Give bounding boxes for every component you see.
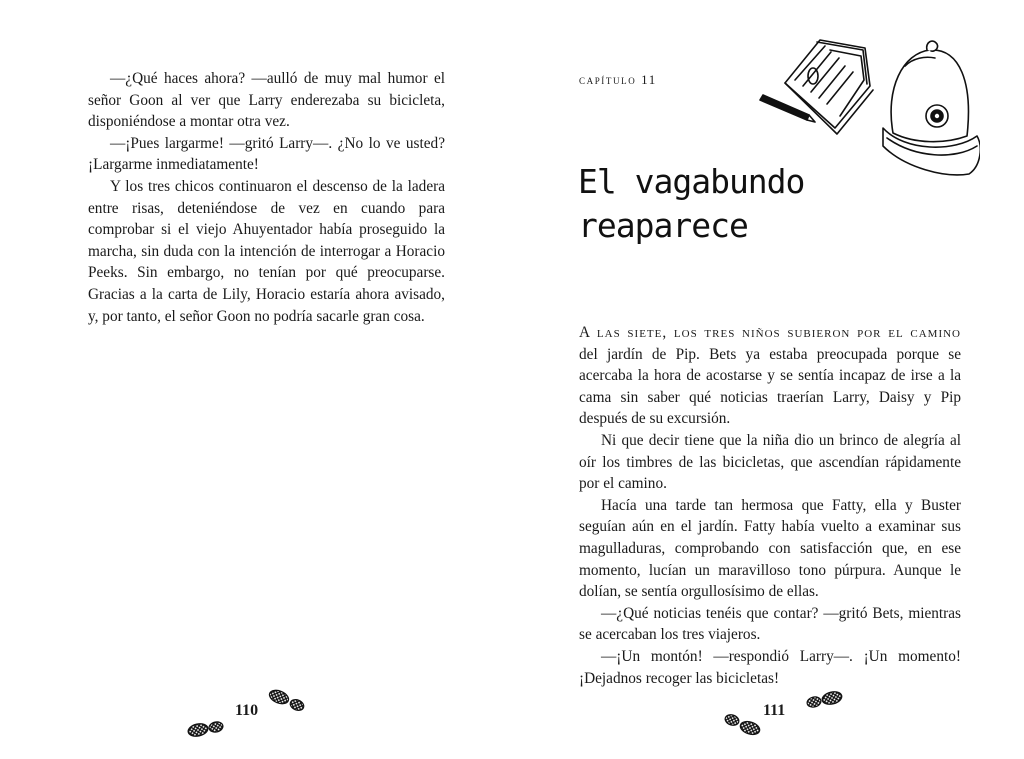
policeman-helmet-and-notebook-icon [755, 28, 980, 178]
paragraph: —¿Qué noticias tenéis que contar? —gritó Bets, mientras se acercaban los tres viajeros. [579, 604, 961, 644]
paragraph: —¡Un montón! —respondió Larry—. ¡Un momento! ¡Dejadnos recoger las bicicletas! [579, 647, 961, 687]
chapter-title-line: reaparece [578, 206, 748, 245]
opening-paragraph-text: del jardín de Pip. Bets ya estaba preocupada porque se acercaba la hora de acostarse y se sentía incapaz de irse a la cama sin saber qué noticias traerían Larry, Daisy y Pip después de su excursión. [579, 345, 961, 428]
opening-paragraph [579, 322, 961, 430]
chapter-title [578, 160, 838, 248]
page-number: 111 [763, 702, 786, 719]
paragraph: Ni que decir tiene que la niña dio un brinco de alegría al oír los timbres de las bicicletas, que ascendían rápidamente por el camino. [579, 431, 961, 493]
paragraph: Y los tres chicos continuaron el descenso de la ladera entre risas, deteniéndose de vez en cuando para comprobar si el viejo Ahuyentador había proseguido la marcha, sin duda con la intención de interrogar a Horacio Peeks. Sin embargo, no tenían por qué preocuparse. Gracias a la carta de Lily, Horacio estaría ahora avisado, y, por tanto, el señor Goon no podría sacarle gran cosa. [88, 177, 445, 325]
paragraph: —¿Qué haces ahora? —aulló de muy mal humor el señor Goon al ver que Larry enderezaba su bicicleta, disponiéndose a montar otra vez. [88, 70, 445, 131]
paragraph: —¡Pues largarme! —gritó Larry—. ¿No lo ve usted? ¡Largarme inmediatamente! [88, 134, 445, 174]
chapter-title-line: El vagabundo [578, 162, 805, 201]
chapter-label: capítulo 11 [579, 72, 657, 87]
right-page-text [579, 322, 961, 689]
paragraph: Hacía una tarde tan hermosa que Fatty, ella y Buster seguían aún en el jardín. Fatty había vuelto a examinar sus magulladuras, comprobando con satisfacción que, en ese momento, lucían un maravilloso tono púrpura. Aunque le dolían, se sentía orgullosísimo de ellas. [579, 496, 961, 601]
lead-in: A las siete, los tres niños subieron por el camino [579, 324, 961, 341]
page-number: 110 [235, 702, 259, 719]
